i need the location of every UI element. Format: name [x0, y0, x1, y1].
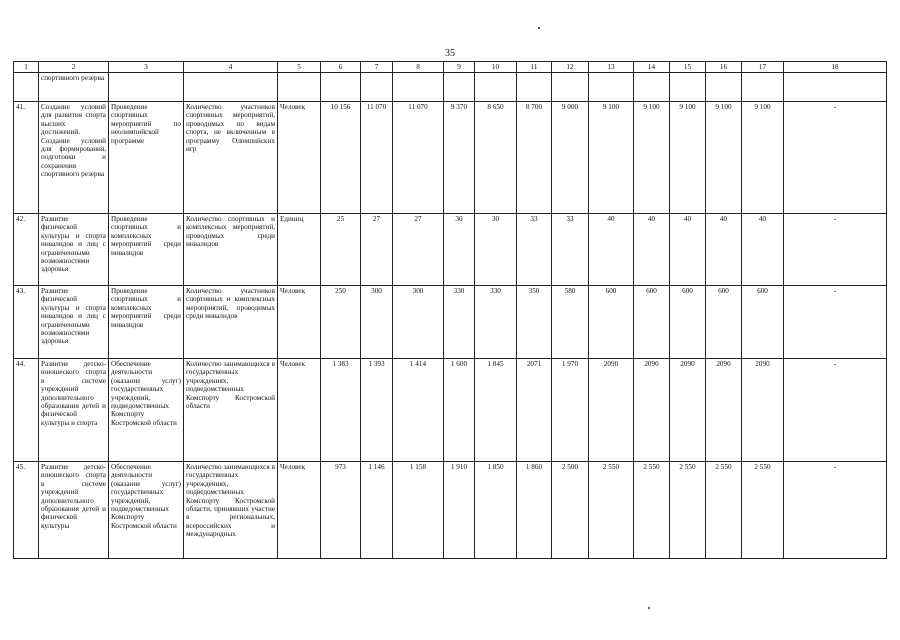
cell-value: 1 158: [393, 462, 444, 559]
column-header: 8: [393, 62, 444, 73]
cell-value: 11 070: [393, 102, 444, 214]
cell-value: [589, 73, 634, 102]
cell-unit: Человек: [278, 102, 321, 214]
cell-value: 1 850: [475, 462, 517, 559]
cell-indicator: [184, 73, 278, 102]
cell-unit: Человек: [278, 286, 321, 359]
cell-value: 40: [706, 214, 742, 286]
cell-note: -: [784, 286, 887, 359]
column-header: 13: [589, 62, 634, 73]
cell-name: Развитие детско-юношеского спорта в системе учреждений дополнительного образования детей и физической культуры: [39, 462, 109, 559]
column-header: 3: [109, 62, 184, 73]
cell-value: 9 100: [742, 102, 784, 214]
cell-value: 2 550: [589, 462, 634, 559]
cell-indicator: Количество занимающихся в государственных учреждениях, подведомственных Комспорту Костромской области: [184, 359, 278, 462]
column-header: 9: [444, 62, 475, 73]
column-header: 4: [184, 62, 278, 73]
cell-value: 250: [321, 286, 361, 359]
table-header: [14, 62, 887, 73]
cell-indicator: Количество участников спортивных мероприятий, проводимых по видам спорта, не включенным в программу Олимпийских игр: [184, 102, 278, 214]
cell-value: 600: [670, 286, 706, 359]
cell-name: Создание условий для развития спорта высших достижений. Создание условий для формирования, подготовки и сохранения спортивного резерва: [39, 102, 109, 214]
cell-value: 40: [634, 214, 670, 286]
cell-name: Развитие физической культуры и спорта инвалидов и лиц с ограниченными возможностями здоровья: [39, 286, 109, 359]
cell-value: 2071: [517, 359, 552, 462]
cell-name: спортивного резерва: [39, 73, 109, 102]
table-row: [14, 462, 887, 559]
cell-value: 2 550: [742, 462, 784, 559]
cell-value: 9 100: [706, 102, 742, 214]
column-header: 12: [552, 62, 589, 73]
cell-value: 40: [589, 214, 634, 286]
column-header: 15: [670, 62, 706, 73]
cell-value: 600: [742, 286, 784, 359]
cell-value: 25: [321, 214, 361, 286]
cell-unit: [278, 73, 321, 102]
cell-value: 1 845: [475, 359, 517, 462]
cell-num: 45.: [14, 462, 39, 559]
cell-value: 2090: [742, 359, 784, 462]
cell-indicator: Количество занимающихся в государственных учреждениях, подведомственных Комспорту Костромской области, принявших участие в региональных, всероссийских и международных: [184, 462, 278, 559]
cell-indicator: Количество спортивных и комплексных мероприятий, проводимых среди инвалидов: [184, 214, 278, 286]
cell-value: 2090: [706, 359, 742, 462]
cell-value: [444, 73, 475, 102]
cell-event: Обеспечение деятельности (оказание услуг) государственных учреждений, подведомственных Комспорту Костромской области: [109, 462, 184, 559]
cell-indicator: Количество участников спортивных и комплексных мероприятий, проводимых среди инвалидов: [184, 286, 278, 359]
cell-value: 600: [706, 286, 742, 359]
column-header: 1: [14, 62, 39, 73]
cell-name: Развитие детско-юношеского спорта в системе учреждений дополнительного образования детей и физической культуры и спорта: [39, 359, 109, 462]
cell-value: 40: [742, 214, 784, 286]
cell-value: 1 146: [361, 462, 393, 559]
table-row: [14, 214, 887, 286]
cell-value: 2 550: [706, 462, 742, 559]
cell-value: 600: [634, 286, 670, 359]
cell-unit: Единиц: [278, 214, 321, 286]
cell-value: 9 100: [670, 102, 706, 214]
cell-value: 11 070: [361, 102, 393, 214]
column-header: 5: [278, 62, 321, 73]
cell-value: 2090: [634, 359, 670, 462]
cell-note: [784, 73, 887, 102]
cell-value: 33: [517, 214, 552, 286]
cell-value: 1 970: [552, 359, 589, 462]
table-row: [14, 359, 887, 462]
cell-unit: Человек: [278, 462, 321, 559]
cell-note: -: [784, 214, 887, 286]
column-header: 10: [475, 62, 517, 73]
cell-value: 580: [552, 286, 589, 359]
cell-num: [14, 73, 39, 102]
cell-num: 41.: [14, 102, 39, 214]
column-header: 6: [321, 62, 361, 73]
cell-note: -: [784, 102, 887, 214]
continuation-row: [14, 73, 887, 102]
column-header: 11: [517, 62, 552, 73]
cell-value: [742, 73, 784, 102]
cell-num: 42.: [14, 214, 39, 286]
cell-value: 1 860: [517, 462, 552, 559]
cell-value: 1 910: [444, 462, 475, 559]
cell-value: 973: [321, 462, 361, 559]
cell-value: 1 414: [393, 359, 444, 462]
cell-value: 30: [475, 214, 517, 286]
cell-value: 9 000: [552, 102, 589, 214]
cell-value: 8 650: [475, 102, 517, 214]
cell-value: 2090: [589, 359, 634, 462]
cell-value: 10 156: [321, 102, 361, 214]
cell-value: 9 100: [589, 102, 634, 214]
cell-num: 44.: [14, 359, 39, 462]
cell-value: 8 700: [517, 102, 552, 214]
cell-value: [361, 73, 393, 102]
scan-speck: [538, 27, 540, 29]
cell-value: 2 500: [552, 462, 589, 559]
cell-value: 350: [517, 286, 552, 359]
cell-value: 2 550: [634, 462, 670, 559]
cell-note: -: [784, 462, 887, 559]
cell-value: 40: [670, 214, 706, 286]
cell-value: 9 370: [444, 102, 475, 214]
page-number: 35: [445, 48, 455, 59]
cell-value: [321, 73, 361, 102]
cell-value: 9 100: [634, 102, 670, 214]
column-header: 7: [361, 62, 393, 73]
cell-value: [517, 73, 552, 102]
cell-value: 2 550: [670, 462, 706, 559]
cell-value: 33: [552, 214, 589, 286]
column-header: 16: [706, 62, 742, 73]
table-row: [14, 102, 887, 214]
cell-num: 43.: [14, 286, 39, 359]
column-header: 18: [784, 62, 887, 73]
cell-value: 1 393: [361, 359, 393, 462]
scan-speck: [648, 607, 650, 609]
cell-value: [475, 73, 517, 102]
cell-event: Обеспечение деятельности (оказание услуг) государственных учреждений, подведомственных Комспорту Костромской области: [109, 359, 184, 462]
cell-value: [670, 73, 706, 102]
table-row: [14, 286, 887, 359]
cell-unit: Человек: [278, 359, 321, 462]
table-body: [14, 73, 887, 559]
cell-event: Проведение спортивных мероприятий по неолимпийской программе: [109, 102, 184, 214]
column-header: 17: [742, 62, 784, 73]
cell-event: Проведение спортивных и комплексных мероприятий среди инвалидов: [109, 286, 184, 359]
cell-event: [109, 73, 184, 102]
cell-name: Развитие физической культуры и спорта инвалидов и лиц с ограниченными возможностями здоровья: [39, 214, 109, 286]
cell-value: 330: [475, 286, 517, 359]
indicators-table: [13, 61, 887, 559]
cell-value: 300: [361, 286, 393, 359]
cell-value: [706, 73, 742, 102]
cell-value: 600: [589, 286, 634, 359]
column-header: 2: [39, 62, 109, 73]
cell-value: 300: [393, 286, 444, 359]
cell-note: -: [784, 359, 887, 462]
cell-event: Проведение спортивных и комплексных мероприятий среди инвалидов: [109, 214, 184, 286]
cell-value: [552, 73, 589, 102]
cell-value: 1 383: [321, 359, 361, 462]
header-row: [14, 62, 887, 73]
cell-value: 2090: [670, 359, 706, 462]
cell-value: 1 600: [444, 359, 475, 462]
cell-value: 30: [444, 214, 475, 286]
column-header: 14: [634, 62, 670, 73]
cell-value: [634, 73, 670, 102]
cell-value: 330: [444, 286, 475, 359]
cell-value: 27: [361, 214, 393, 286]
cell-value: [393, 73, 444, 102]
cell-value: 27: [393, 214, 444, 286]
